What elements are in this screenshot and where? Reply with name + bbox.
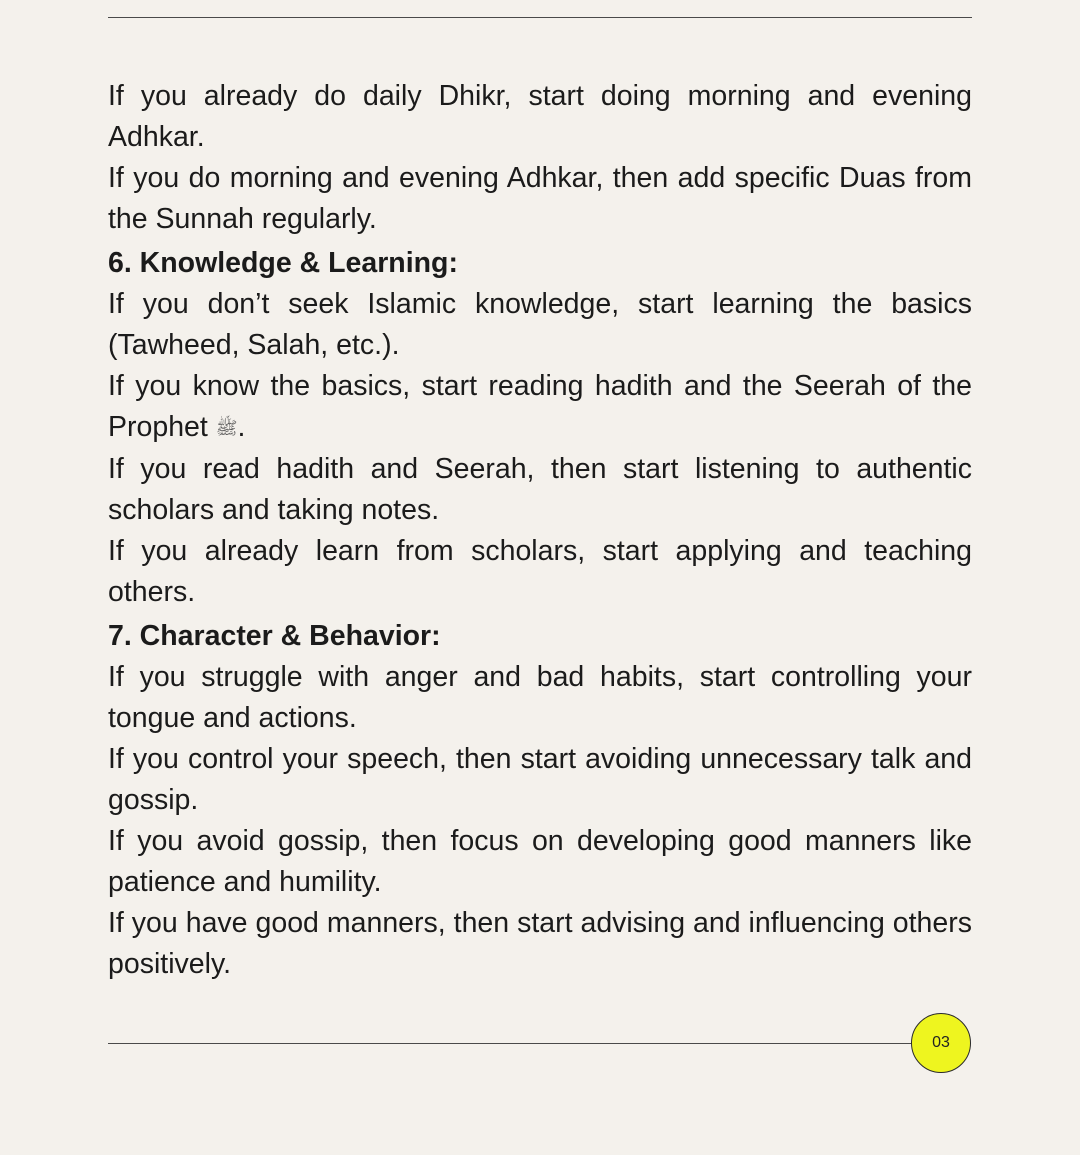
section-heading-knowledge: 6. Knowledge & Learning: — [108, 247, 458, 279]
character-item-3: If you avoid gossip, then focus on developing good manners like patience and humility. — [108, 825, 972, 898]
dhikr-item-2: If you do morning and evening Adhkar, then add specific Duas from the Sunnah regularly. — [108, 162, 972, 235]
salawat-symbol: ﷺ — [215, 418, 238, 439]
knowledge-item-2-text: If you know the basics, start reading hadith and the Seerah of the Prophet — [108, 370, 972, 443]
character-item-1: If you struggle with anger and bad habits, start controlling your tongue and actions. — [108, 661, 972, 734]
character-item-2: If you control your speech, then start avoiding unnecessary talk and gossip. — [108, 743, 972, 816]
knowledge-item-4: If you already learn from scholars, start applying and teaching others. — [108, 535, 972, 608]
knowledge-item-2 — [108, 366, 972, 449]
knowledge-item-1: If you don’t seek Islamic knowledge, start learning the basics (Tawheed, Salah, etc.). — [108, 288, 972, 361]
top-divider — [108, 17, 972, 18]
character-item-4: If you have good manners, then start advising and influencing others positively. — [108, 907, 972, 980]
page-number: 03 — [932, 1034, 950, 1051]
page-content — [108, 76, 972, 985]
page-number-badge — [911, 1013, 971, 1073]
dhikr-item-1: If you already do daily Dhikr, start doing morning and evening Adhkar. — [108, 80, 972, 153]
knowledge-item-3: If you read hadith and Seerah, then start listening to authentic scholars and taking notes. — [108, 453, 972, 526]
section-heading-character: 7. Character & Behavior: — [108, 620, 441, 652]
footer-divider — [108, 1043, 911, 1044]
knowledge-item-2-end: . — [237, 411, 246, 443]
